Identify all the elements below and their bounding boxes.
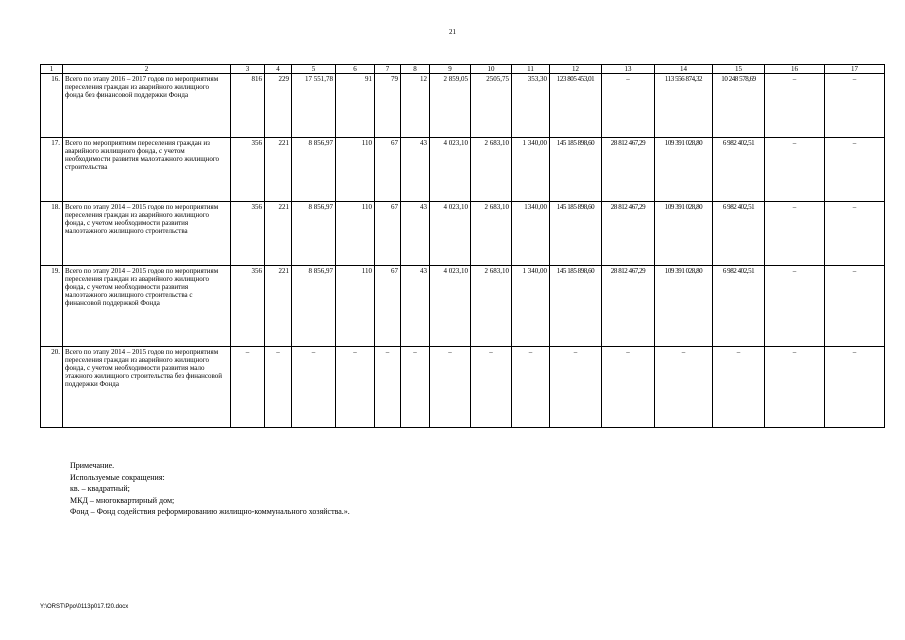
value-cell: 28 812 467,29: [602, 266, 655, 347]
column-number-cell: 2: [63, 65, 231, 74]
value-cell: 4 023,10: [430, 138, 471, 202]
row-name-cell: Всего по этапу 2014 – 2015 годов по мероприятиям переселения граждан из аварийного жилищного фонда, с учетом необходимости развития малоэтажного жилищного строительства: [63, 202, 231, 266]
column-number-cell: 7: [375, 65, 401, 74]
page-number: 21: [449, 28, 456, 36]
row-name-cell: Всего по этапу 2014 – 2015 годов по мероприятиям переселения граждан из аварийного жилищного фонда, с учетом необходимости развития малоэтажного жилищного строительства с финансовой поддержкой Фонда: [63, 266, 231, 347]
value-cell: –: [602, 347, 655, 428]
value-cell: 221: [265, 202, 292, 266]
column-number-cell: 1: [41, 65, 63, 74]
file-path-footer: Y:\ORST\Ppo\0113p017.f20.docx: [40, 604, 129, 610]
column-number-cell: 4: [265, 65, 292, 74]
value-cell: –: [471, 347, 512, 428]
note-line: кв. – квадратный;: [70, 484, 130, 493]
value-cell: –: [265, 347, 292, 428]
row-number-cell: 17.: [41, 138, 63, 202]
table-row: [41, 74, 885, 138]
value-cell: 91: [336, 74, 375, 138]
value-cell: 145 185 898,60: [550, 202, 602, 266]
value-cell: –: [713, 347, 765, 428]
value-cell: 28 812 467,29: [602, 138, 655, 202]
value-cell: –: [550, 347, 602, 428]
value-cell: –: [336, 347, 375, 428]
column-number-cell: 6: [336, 65, 375, 74]
value-cell: –: [825, 74, 885, 138]
value-cell: 2 683,10: [471, 266, 512, 347]
value-cell: 356: [231, 202, 265, 266]
column-number-cell: 15: [713, 65, 765, 74]
value-cell: –: [375, 347, 401, 428]
note-line: Используемые сокращения:: [70, 472, 165, 482]
value-cell: 2505,75: [471, 74, 512, 138]
column-number-cell: 10: [471, 65, 512, 74]
value-cell: 12: [401, 74, 430, 138]
value-cell: 109 391 028,80: [655, 266, 713, 347]
column-number-cell: 14: [655, 65, 713, 74]
value-cell: 6 982 402,51: [713, 202, 765, 266]
value-cell: 356: [231, 138, 265, 202]
value-cell: –: [430, 347, 471, 428]
value-cell: –: [602, 74, 655, 138]
value-cell: 43: [401, 202, 430, 266]
value-cell: 67: [375, 202, 401, 266]
value-cell: –: [765, 138, 825, 202]
column-number-cell: 13: [602, 65, 655, 74]
value-cell: 67: [375, 138, 401, 202]
row-number-cell: 18.: [41, 202, 63, 266]
value-cell: 79: [375, 74, 401, 138]
value-cell: 229: [265, 74, 292, 138]
value-cell: 2 859,05: [430, 74, 471, 138]
row-number-cell: 20.: [41, 347, 63, 428]
value-cell: 2 683,10: [471, 202, 512, 266]
value-cell: 353,30: [512, 74, 550, 138]
value-cell: 110: [336, 138, 375, 202]
column-number-cell: 11: [512, 65, 550, 74]
value-cell: 28 812 467,29: [602, 202, 655, 266]
value-cell: 2 683,10: [471, 138, 512, 202]
value-cell: –: [655, 347, 713, 428]
value-cell: 8 856,97: [292, 202, 336, 266]
value-cell: 6 982 402,51: [713, 266, 765, 347]
table-body: [41, 65, 885, 428]
row-name-cell: Всего по этапу 2016 – 2017 годов по мероприятиям переселения граждан из аварийного жилищного фонда без финансовой поддержки Фонда: [63, 74, 231, 138]
value-cell: 67: [375, 266, 401, 347]
table-header-row: [41, 65, 885, 74]
value-cell: –: [765, 74, 825, 138]
value-cell: 110: [336, 266, 375, 347]
value-cell: 4 023,10: [430, 266, 471, 347]
value-cell: 356: [231, 266, 265, 347]
row-number-cell: 16.: [41, 74, 63, 138]
value-cell: 8 856,97: [292, 138, 336, 202]
value-cell: 1 340,00: [512, 266, 550, 347]
value-cell: 145 185 898,60: [550, 266, 602, 347]
value-cell: 123 805 453,01: [550, 74, 602, 138]
value-cell: –: [825, 202, 885, 266]
note-title: Примечание.: [70, 461, 115, 470]
row-name-cell: Всего по мероприятиям переселения граждан из аварийного жилищного фонда, с учетом необходимости развития малоэтажного жилищного строительства: [63, 138, 231, 202]
value-cell: –: [825, 138, 885, 202]
column-number-cell: 12: [550, 65, 602, 74]
value-cell: 43: [401, 138, 430, 202]
column-number-cell: 17: [825, 65, 885, 74]
value-cell: –: [825, 266, 885, 347]
value-cell: –: [765, 202, 825, 266]
value-cell: 6 982 402,51: [713, 138, 765, 202]
value-cell: 10 248 578,69: [713, 74, 765, 138]
note-line: МКД – многоквартирный дом;: [70, 495, 175, 505]
value-cell: 145 185 898,60: [550, 138, 602, 202]
value-cell: 221: [265, 138, 292, 202]
value-cell: 17 551,78: [292, 74, 336, 138]
column-number-cell: 9: [430, 65, 471, 74]
value-cell: –: [765, 347, 825, 428]
note-line: Фонд – Фонд содействия реформированию жилищно-коммунального хозяйства.».: [70, 507, 350, 516]
column-number-cell: 8: [401, 65, 430, 74]
value-cell: 110: [336, 202, 375, 266]
value-cell: –: [765, 266, 825, 347]
table-row: [41, 266, 885, 347]
value-cell: 8 856,97: [292, 266, 336, 347]
table-row: [41, 138, 885, 202]
value-cell: –: [512, 347, 550, 428]
data-table: [40, 64, 885, 428]
row-name-cell: Всего по этапу 2014 – 2015 годов по мероприятиям переселения граждан из аварийного жилищного фонда, с учетом необходимости развития мало этажного жилищного строительства без финансовой поддержки Фонда: [63, 347, 231, 428]
table-row: [41, 202, 885, 266]
value-cell: 4 023,10: [430, 202, 471, 266]
column-number-cell: 5: [292, 65, 336, 74]
value-cell: 1340,00: [512, 202, 550, 266]
value-cell: 109 391 028,80: [655, 138, 713, 202]
value-cell: –: [825, 347, 885, 428]
value-cell: –: [401, 347, 430, 428]
value-cell: 109 391 028,80: [655, 202, 713, 266]
row-number-cell: 19.: [41, 266, 63, 347]
value-cell: 113 556 874,32: [655, 74, 713, 138]
value-cell: 43: [401, 266, 430, 347]
value-cell: 221: [265, 266, 292, 347]
column-number-cell: 3: [231, 65, 265, 74]
value-cell: –: [231, 347, 265, 428]
note-block: [70, 460, 350, 518]
table-row: [41, 347, 885, 428]
value-cell: 1 340,00: [512, 138, 550, 202]
value-cell: –: [292, 347, 336, 428]
column-number-cell: 16: [765, 65, 825, 74]
value-cell: 816: [231, 74, 265, 138]
